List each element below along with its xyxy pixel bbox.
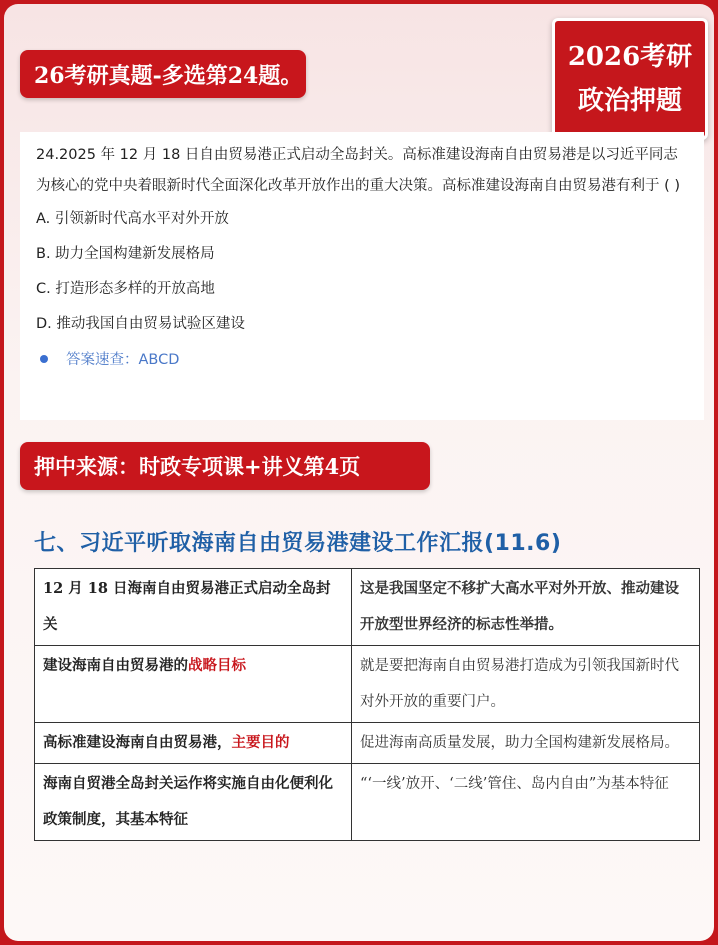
table-cell-right: 就是要把海南自由贸易港打造成为引领我国新时代对外开放的重要门户。 <box>352 646 700 723</box>
answer-text: 答案速查：ABCD <box>66 352 180 368</box>
table-cell-right: 这是我国坚定不移扩大高水平对外开放、推动建设开放型世界经济的标志性举措。 <box>352 569 700 646</box>
question-stem: 24.2025 年 12 月 18 日自由贸易港正式启动全岛封关。高标准建设海南自由贸易港是以习近平同志为核心的党中央着眼新时代全面深化改革开放作出的重大决策。高标准建设海南自由贸易港有利于 ( ) <box>36 147 681 194</box>
table-cell-right: 促进海南高质量发展，助力全国构建新发展格局。 <box>352 723 700 764</box>
source-ribbon <box>20 442 430 490</box>
exam-badge <box>552 18 708 140</box>
badge-line-2: 政治押题 <box>577 86 682 116</box>
cell-text: 建设海南自由贸易港的 <box>43 657 188 674</box>
bullet-dot-icon <box>40 355 48 363</box>
table-cell-left <box>35 723 352 764</box>
table-row <box>35 569 700 646</box>
highlight-text: 主要目的 <box>231 734 290 751</box>
option-a: A. 引领新时代高水平对外开放 <box>36 211 229 227</box>
table-cell-left: 12 月 18 日海南自由贸易港正式启动全岛封关 <box>35 569 352 646</box>
table-cell-left: 海南自贸港全岛封关运作将实施自由化便利化政策制度，其基本特征 <box>35 764 352 841</box>
option-b: B. 助力全国构建新发展格局 <box>36 246 215 262</box>
table-cell-left <box>35 646 352 723</box>
page <box>4 4 714 941</box>
table-row <box>35 723 700 764</box>
source-ribbon-text: 押中来源：时政专项课+讲义第4页 <box>34 454 361 479</box>
section-heading: 七、习近平听取海南自由贸易港建设工作汇报(11.6) <box>34 531 562 556</box>
table-row <box>35 764 700 841</box>
answer-line <box>36 348 688 369</box>
table-row <box>35 646 700 723</box>
option-c: C. 打造形态多样的开放高地 <box>36 281 215 297</box>
info-table <box>34 568 700 841</box>
title-ribbon <box>20 50 306 98</box>
title-ribbon-text: 26考研真题-多选第24题。 <box>34 62 303 89</box>
question-card <box>20 132 704 420</box>
cell-text: 高标准建设海南自由贸易港， <box>43 734 232 751</box>
option-d: D. 推动我国自由贸易试验区建设 <box>36 316 245 332</box>
table-cell-right: “‘一线’放开、‘二线’管住、岛内自由”为基本特征 <box>352 764 700 841</box>
badge-line-1: 2026考研 <box>567 42 693 72</box>
highlight-text: 战略目标 <box>188 657 246 674</box>
